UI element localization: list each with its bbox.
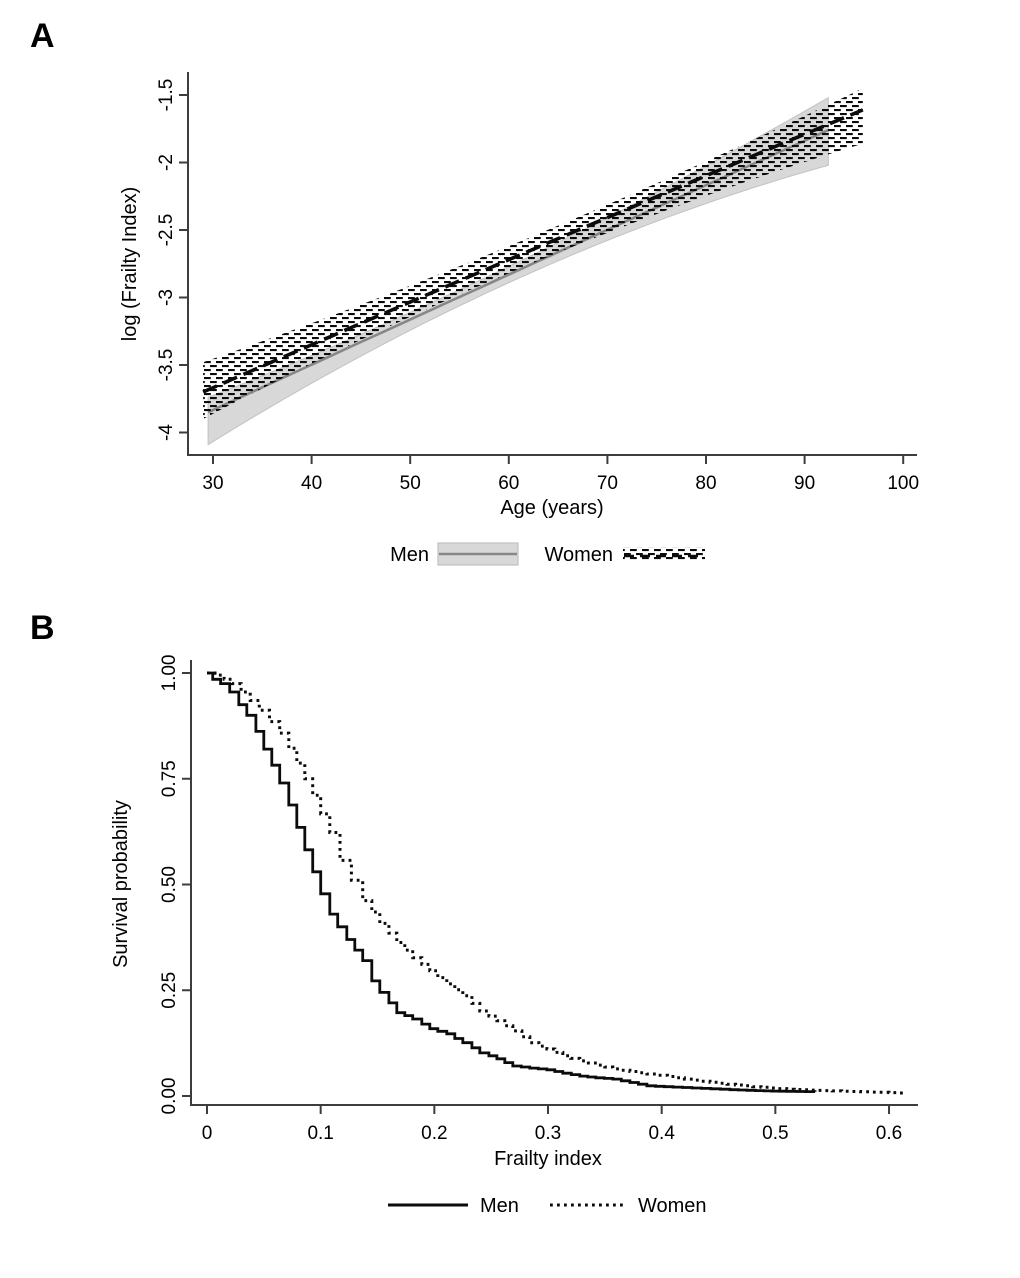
panel-b-y-tick-label: 0.00 bbox=[159, 1077, 180, 1115]
panel-a-y-tick-label: -3 bbox=[156, 289, 177, 306]
panel-b-y-axis-title: Survival probability bbox=[110, 800, 132, 968]
panel-a-x-tick-label: 40 bbox=[301, 473, 323, 494]
panel-b-x-tick-label: 0 bbox=[201, 1123, 213, 1144]
panel-b-y-tick-label: 1.00 bbox=[159, 654, 180, 692]
panel-b-x-tick-label: 0.3 bbox=[534, 1123, 562, 1144]
panel-a-x-tick-label: 60 bbox=[498, 473, 520, 494]
panel-b-x-tick-label: 0.4 bbox=[648, 1123, 675, 1144]
panel-a-x-axis-title: Age (years) bbox=[500, 497, 604, 519]
legend-women-swatch bbox=[623, 547, 705, 560]
panel-b-legend-men-label: Men bbox=[480, 1195, 519, 1217]
panel-a-chart bbox=[156, 72, 919, 565]
panel-a-y-tick-label: -1.5 bbox=[156, 78, 177, 112]
panel-a-y-tick-label: -2.5 bbox=[156, 213, 177, 247]
women-survival-curve bbox=[207, 673, 906, 1094]
panel-a-y-tick-label: -4 bbox=[156, 424, 177, 441]
panel-b-legend-women-label: Women bbox=[638, 1195, 707, 1217]
panel-b-x-tick-label: 0.5 bbox=[762, 1123, 789, 1144]
panel-a-x-tick-label: 80 bbox=[695, 473, 717, 494]
panel-b-y-tick-label: 0.50 bbox=[159, 866, 180, 903]
panel-a-x-tick-label: 30 bbox=[202, 473, 224, 494]
panel-a-y-tick-label: -2 bbox=[156, 154, 177, 171]
panel-a-x-tick-label: 50 bbox=[399, 473, 421, 494]
panel-a-legend-women-label: Women bbox=[544, 544, 613, 566]
panel-b-x-tick-label: 0.1 bbox=[307, 1123, 334, 1144]
panel-a-letter: A bbox=[30, 17, 55, 55]
panel-a-x-tick-label: 90 bbox=[794, 473, 816, 494]
panel-a-y-tick-label: -3.5 bbox=[156, 348, 177, 382]
panel-b-x-tick-label: 0.2 bbox=[421, 1123, 448, 1144]
panel-b-x-tick-label: 0.6 bbox=[875, 1123, 903, 1144]
panel-b-y-tick-label: 0.75 bbox=[159, 760, 180, 798]
panel-a-legend-men-label: Men bbox=[390, 544, 429, 566]
panel-b-axes bbox=[191, 660, 918, 1105]
panel-b-x-axis-title: Frailty index bbox=[494, 1148, 602, 1170]
panel-a-y-axis-title: log (Frailty Index) bbox=[119, 186, 141, 342]
panel-a-x-tick-label: 100 bbox=[887, 473, 920, 494]
panel-b-y-tick-label: 0.25 bbox=[159, 971, 180, 1009]
panel-b-letter: B bbox=[30, 609, 55, 647]
men-survival-curve bbox=[207, 673, 815, 1092]
panel-a-x-tick-label: 70 bbox=[596, 473, 618, 494]
panel-b-chart bbox=[159, 655, 918, 1205]
